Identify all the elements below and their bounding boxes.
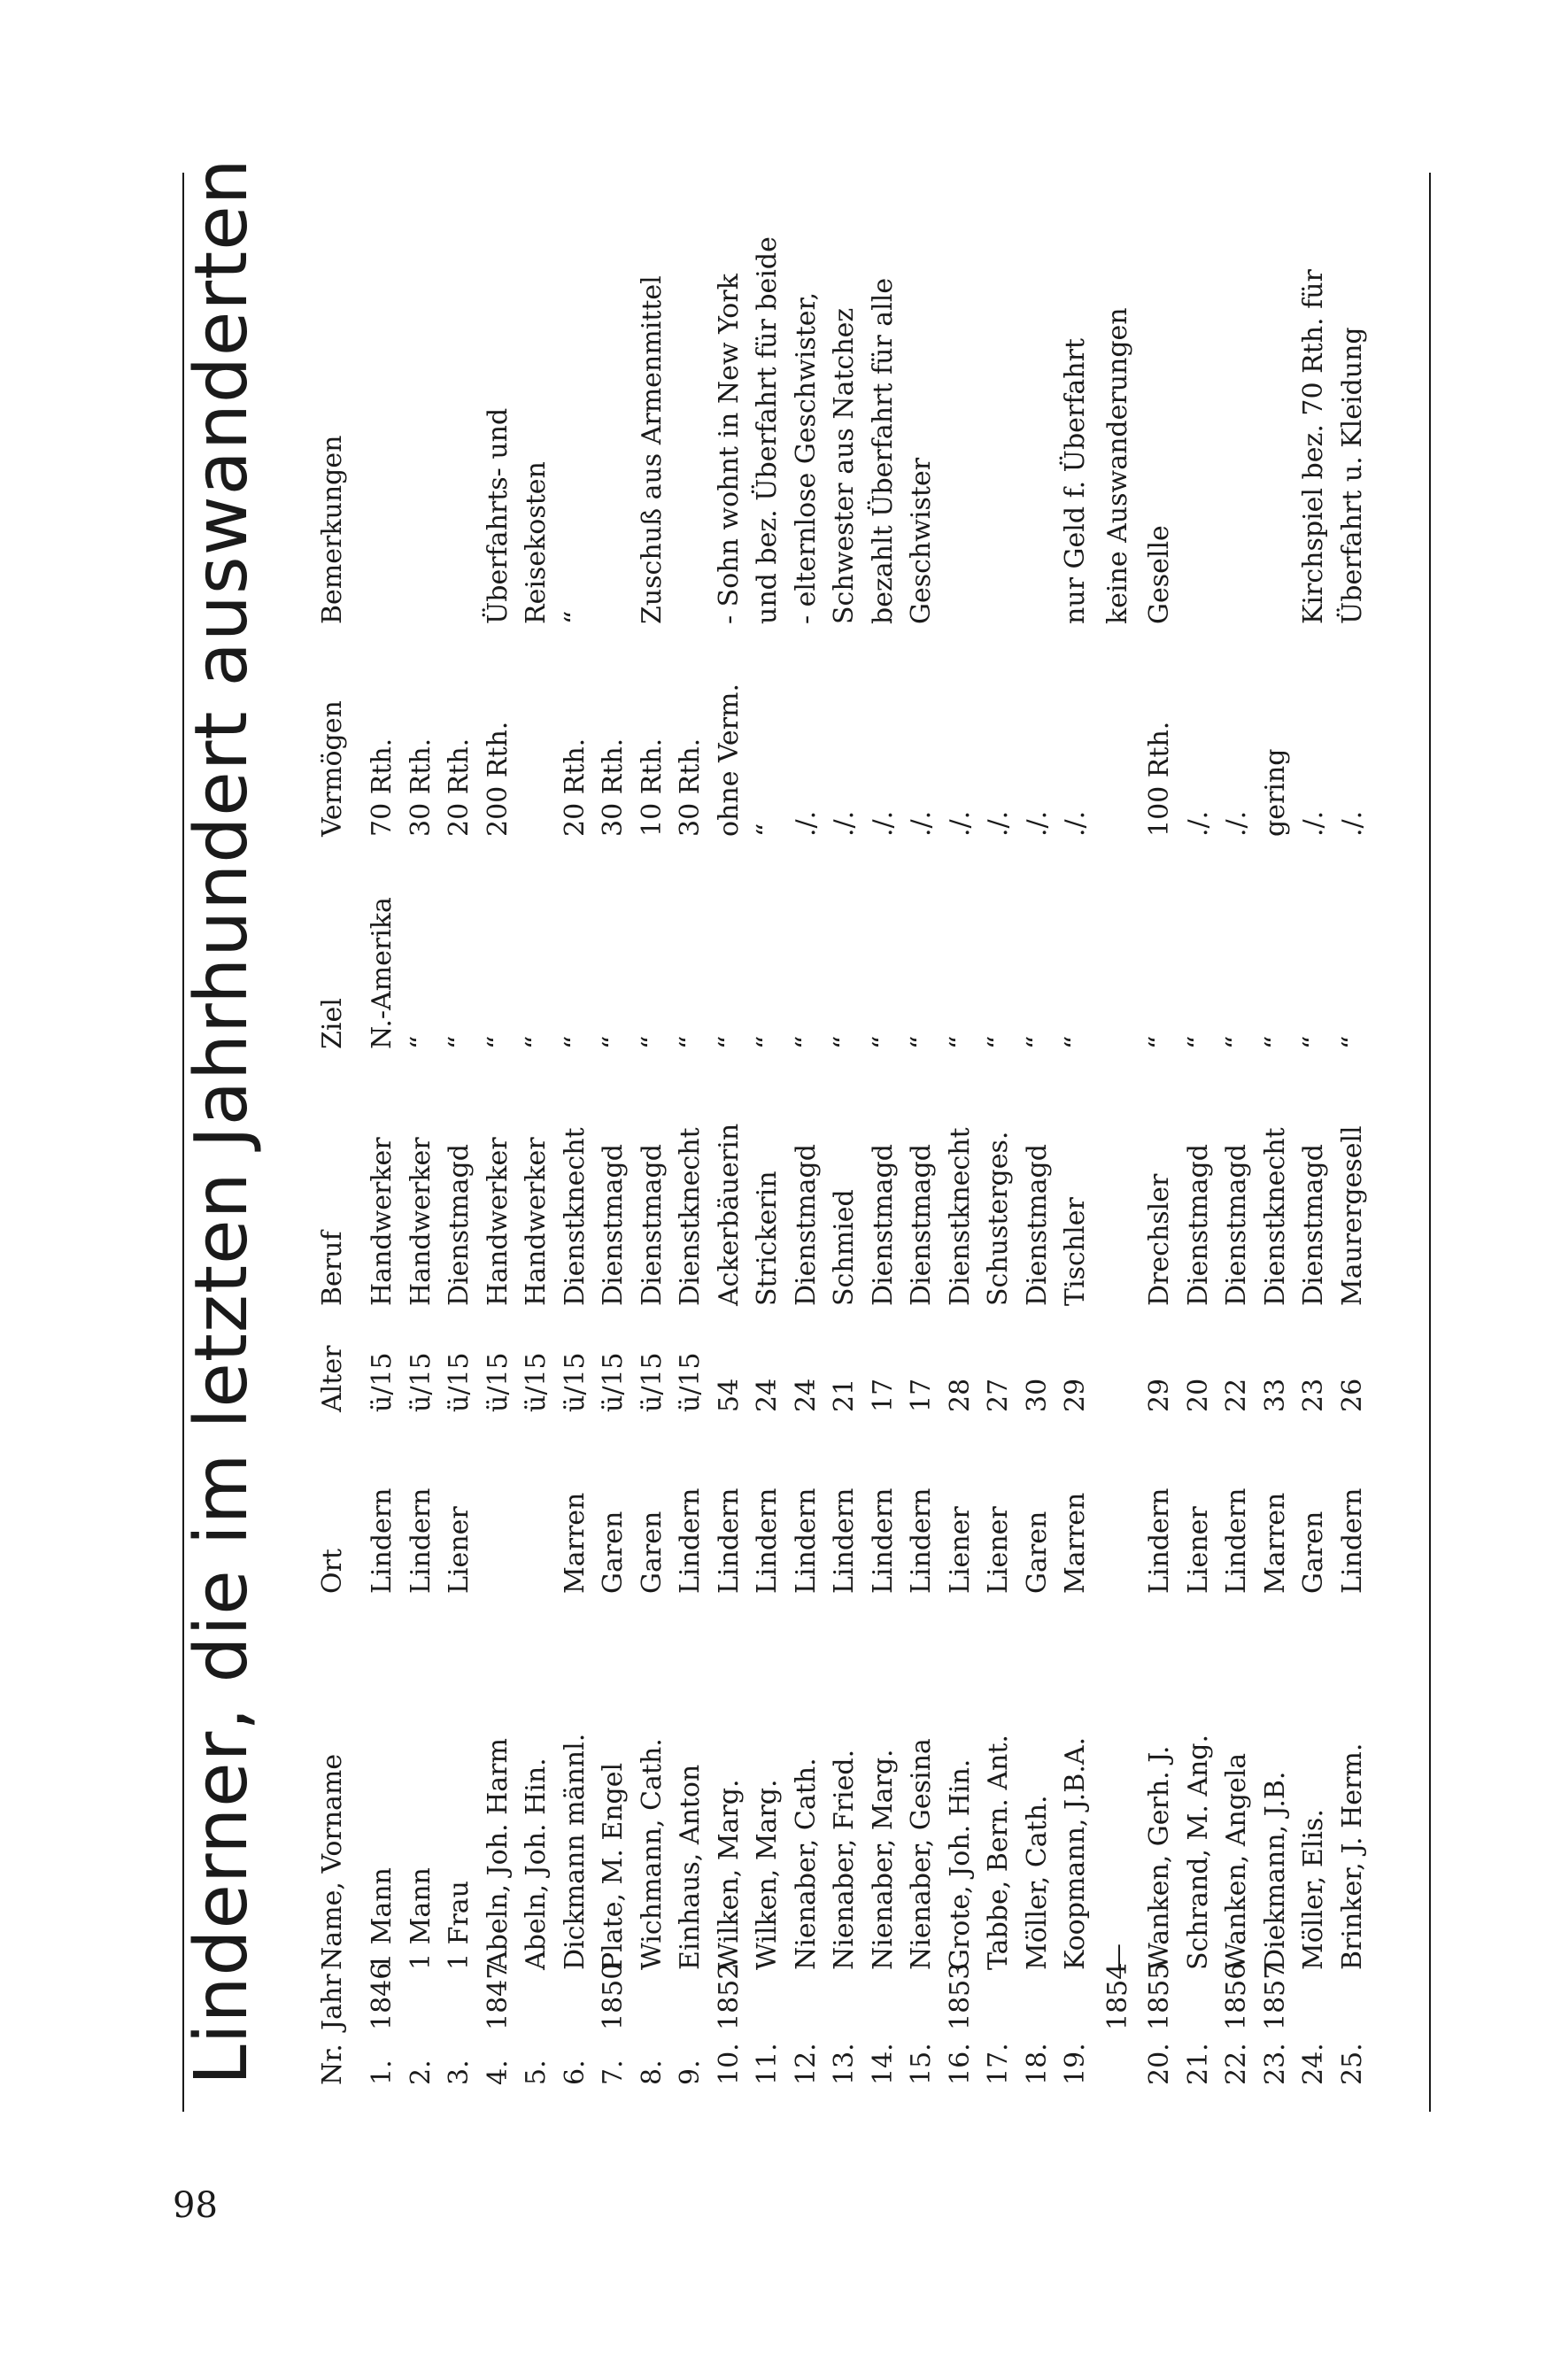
cell-name: Wanken, Angela — [1221, 1752, 1252, 1970]
cell-vermoegen: ./. — [867, 810, 899, 837]
cell-name: Abeln, Joh. Harm — [482, 1738, 514, 1970]
cell-beruf: Dienstknecht — [1259, 1127, 1291, 1306]
cell-vermoegen: ./. — [983, 810, 1014, 837]
cell-alter: 27 — [983, 1378, 1014, 1412]
table-row — [1099, 199, 1138, 2085]
cell-beruf: Dienstmagd — [867, 1144, 899, 1306]
cell-beruf: Dienstknecht — [675, 1127, 706, 1306]
cell-ziel: “ — [405, 1035, 437, 1049]
cell-ort: Liener — [944, 1506, 976, 1594]
cell-ort: Lindern — [675, 1488, 706, 1594]
cell-ort: Lindern — [1336, 1488, 1368, 1594]
cell-nr: 16. — [944, 2043, 976, 2085]
cell-alter: 20 — [1182, 1378, 1214, 1412]
table-row — [1179, 199, 1218, 2085]
cell-ziel: “ — [1144, 1035, 1175, 1049]
cell-name: 1 Mann — [367, 1867, 398, 1970]
cell-ziel: “ — [752, 1035, 783, 1049]
cell-nr: 25. — [1336, 2043, 1368, 2085]
table-row — [748, 199, 787, 2085]
cell-ziel: “ — [444, 1035, 475, 1049]
cell-ort: Lindern — [713, 1488, 745, 1594]
table-row — [864, 199, 903, 2085]
rotated-content — [180, 158, 1429, 2112]
cell-alter: 54 — [713, 1378, 745, 1412]
table-row — [402, 199, 441, 2085]
table-row — [671, 199, 710, 2085]
cell-alter: 24 — [752, 1378, 783, 1412]
cell-ort: Marren — [1259, 1492, 1291, 1594]
cell-bemerkungen: Reisekosten — [521, 461, 552, 624]
table-row — [517, 199, 556, 2085]
cell-beruf: Tischler — [1060, 1197, 1091, 1306]
cell-bemerkungen: Kirchspiel bez. 70 Rth. für — [1298, 269, 1329, 624]
cell-jahr: 1847 — [482, 1962, 514, 2030]
header-ort: Ort — [317, 1549, 348, 1594]
cell-nr: 21. — [1182, 2043, 1214, 2085]
cell-alter: ü/15 — [559, 1352, 591, 1412]
cell-nr: 17. — [983, 2043, 1014, 2085]
cell-ziel: “ — [867, 1035, 899, 1049]
cell-vermoegen: 30 Rth. — [405, 738, 437, 837]
cell-vermoegen: ./. — [1298, 810, 1329, 837]
cell-name: Brinker, J. Herm. — [1336, 1742, 1368, 1970]
cell-beruf: Handwerker — [521, 1137, 552, 1306]
cell-jahr: 1856 — [1221, 1962, 1252, 2030]
cell-alter: 17 — [906, 1378, 937, 1412]
table-row — [1018, 199, 1057, 2085]
emigrants-table — [315, 199, 1371, 2085]
table-row — [633, 199, 672, 2085]
cell-alter: 30 — [1021, 1378, 1053, 1412]
cell-alter: 33 — [1259, 1378, 1291, 1412]
cell-alter: ü/15 — [405, 1352, 437, 1412]
cell-beruf: Dienstmagd — [1298, 1144, 1329, 1306]
cell-nr: 13. — [829, 2043, 860, 2085]
table-row — [941, 199, 980, 2085]
cell-nr: 9. — [675, 2059, 706, 2085]
cell-ziel: “ — [944, 1035, 976, 1049]
table-row — [825, 199, 864, 2085]
cell-name: Nienaber, Cath. — [790, 1758, 822, 1970]
cell-ort: Lindern — [867, 1488, 899, 1594]
cell-alter: 29 — [1060, 1378, 1091, 1412]
cell-ziel: “ — [790, 1035, 822, 1049]
cell-name: Plate, M. Engel — [598, 1762, 629, 1970]
cell-alter: 29 — [1144, 1378, 1175, 1412]
cell-nr: 11. — [752, 2043, 783, 2085]
cell-ort: Lindern — [405, 1488, 437, 1594]
cell-beruf: Drechsler — [1144, 1173, 1175, 1306]
header-name: Name, Vorname — [317, 1753, 348, 1970]
cell-name: Wanken, Gerh. J. — [1144, 1745, 1175, 1970]
header-alter: Alter — [317, 1345, 348, 1412]
cell-ort: Marren — [559, 1492, 591, 1594]
cell-jahr: 1853 — [944, 1962, 976, 2030]
cell-ort: Lindern — [367, 1488, 398, 1594]
page-number: 98 — [173, 2185, 218, 2226]
cell-vermoegen: 70 Rth. — [367, 738, 398, 837]
cell-bemerkungen: - Sohn wohnt in New York — [713, 274, 745, 624]
cell-jahr: 1850 — [598, 1962, 629, 2030]
cell-jahr: 1846 — [367, 1962, 398, 2030]
cell-ziel: “ — [559, 1035, 591, 1049]
cell-vermoegen: ./. — [790, 810, 822, 837]
cell-name: Möller, Elis. — [1298, 1809, 1329, 1970]
cell-jahr: 1857 — [1259, 1962, 1291, 2030]
cell-name: Tabbe, Bern. Ant. — [983, 1735, 1014, 1970]
table-row — [1294, 199, 1333, 2085]
cell-bemerkungen: Überfahrts- und — [482, 407, 514, 624]
cell-beruf: Dienstknecht — [944, 1127, 976, 1306]
header-vermoegen: Vermögen — [317, 700, 348, 837]
cell-name: Abeln, Joh. Hin. — [521, 1758, 552, 1970]
cell-alter: ü/15 — [598, 1352, 629, 1412]
cell-alter: ü/15 — [482, 1352, 514, 1412]
cell-name: Schrand, M. Ang. — [1182, 1734, 1214, 1970]
cell-ziel: “ — [482, 1035, 514, 1049]
cell-ort: Lindern — [752, 1488, 783, 1594]
cell-ort: Lindern — [906, 1488, 937, 1594]
cell-name: 1 Frau — [444, 1881, 475, 1970]
cell-nr: 20. — [1144, 2043, 1175, 2085]
cell-nr: 6. — [559, 2059, 591, 2085]
cell-ziel: “ — [521, 1035, 552, 1049]
cell-alter: ü/15 — [444, 1352, 475, 1412]
cell-nr: 24. — [1298, 2043, 1329, 2085]
cell-alter: 22 — [1221, 1378, 1252, 1412]
cell-ziel: “ — [598, 1035, 629, 1049]
table-row — [1140, 199, 1179, 2085]
cell-nr: 12. — [790, 2043, 822, 2085]
cell-bemerkungen: und bez. Überfahrt für beide — [752, 236, 783, 624]
cell-ziel: “ — [1182, 1035, 1214, 1049]
cell-name: Koopmann, J.B.A. — [1060, 1737, 1091, 1970]
cell-nr: 19. — [1060, 2043, 1091, 2085]
cell-ziel: “ — [636, 1035, 668, 1049]
cell-nr: 5. — [521, 2059, 552, 2085]
table-header-row — [315, 199, 363, 2085]
cell-ziel: “ — [983, 1035, 1014, 1049]
cell-vermoegen: ./. — [1221, 810, 1252, 837]
cell-ziel: “ — [829, 1035, 860, 1049]
table-row — [710, 199, 749, 2085]
table-row — [1056, 199, 1095, 2085]
header-nr: Nr. — [317, 2044, 348, 2085]
cell-nr: 18. — [1021, 2043, 1053, 2085]
cell-beruf: Schusterges. — [983, 1131, 1014, 1306]
cell-jahr: 1854 — [1101, 1962, 1133, 2030]
cell-beruf: Dienstmagd — [1021, 1144, 1053, 1306]
header-ziel: Ziel — [317, 998, 348, 1049]
cell-beruf: Dienstknecht — [559, 1127, 591, 1306]
cell-ziel: “ — [1259, 1035, 1291, 1049]
cell-vermoegen: ./. — [1060, 810, 1091, 837]
cell-ort: Liener — [983, 1506, 1014, 1594]
cell-alter: 26 — [1336, 1378, 1368, 1412]
cell-name: Möller, Cath. — [1021, 1795, 1053, 1970]
cell-bemerkungen: Überfahrt u. Kleidung — [1336, 327, 1368, 624]
cell-vermoegen: ./. — [1021, 810, 1053, 837]
cell-beruf: Ackerbäuerin — [713, 1123, 745, 1306]
cell-alter: ü/15 — [367, 1352, 398, 1412]
cell-vermoegen: ohne Verm. — [713, 684, 745, 837]
cell-bemerkungen: - elternlose Geschwister, — [790, 291, 822, 624]
cell-vermoegen: 100 Rth. — [1144, 721, 1175, 837]
cell-vermoegen: ./. — [906, 810, 937, 837]
cell-beruf: Dienstmagd — [444, 1144, 475, 1306]
page-title: Linderner, die im letzten Jahrhundert auswanderten — [180, 158, 264, 2085]
table-row — [594, 199, 633, 2085]
cell-beruf: Handwerker — [367, 1137, 398, 1306]
cell-alter: ü/15 — [521, 1352, 552, 1412]
cell-name: — — [1101, 1943, 1133, 1970]
table-row — [363, 199, 402, 2085]
cell-beruf: Dienstmagd — [906, 1144, 937, 1306]
cell-vermoegen: 20 Rth. — [559, 738, 591, 837]
cell-beruf: Dienstmagd — [1182, 1144, 1214, 1306]
table-row — [440, 199, 479, 2085]
cell-beruf: Strickerin — [752, 1171, 783, 1306]
table-row — [979, 199, 1018, 2085]
cell-vermoegen: 10 Rth. — [636, 738, 668, 837]
cell-nr: 23. — [1259, 2043, 1291, 2085]
cell-name: 1 Mann — [405, 1867, 437, 1970]
cell-ort: Garen — [598, 1511, 629, 1594]
cell-name: Nienaber, Gesina — [906, 1738, 937, 1970]
cell-nr: 15. — [906, 2043, 937, 2085]
cell-name: Wilken, Marg. — [713, 1779, 745, 1970]
cell-nr: 1. — [367, 2059, 398, 2085]
cell-vermoegen: ./. — [1182, 810, 1214, 837]
cell-beruf: Dienstmagd — [636, 1144, 668, 1306]
cell-nr: 4. — [482, 2059, 514, 2085]
cell-ziel: “ — [906, 1035, 937, 1049]
cell-beruf: Dienstmagd — [790, 1144, 822, 1306]
table-row — [1333, 199, 1372, 2085]
cell-vermoegen: “ — [752, 823, 783, 837]
cell-ziel: “ — [1298, 1035, 1329, 1049]
cell-beruf: Dienstmagd — [598, 1144, 629, 1306]
cell-bemerkungen: nur Geld f. Überfahrt — [1060, 338, 1091, 624]
cell-vermoegen: 20 Rth. — [444, 738, 475, 837]
header-beruf: Beruf — [317, 1231, 348, 1306]
table-row — [479, 199, 518, 2085]
header-jahr: Jahr — [317, 1974, 348, 2030]
cell-vermoegen: ./. — [1336, 810, 1368, 837]
cell-vermoegen: ./. — [944, 810, 976, 837]
cell-ort: Lindern — [790, 1488, 822, 1594]
cell-nr: 14. — [867, 2043, 899, 2085]
cell-beruf: Maurergesell — [1336, 1125, 1368, 1306]
cell-bemerkungen: “ — [559, 610, 591, 624]
cell-bemerkungen: Schwester aus Natchez — [829, 307, 860, 624]
cell-beruf: Dienstmagd — [1221, 1144, 1252, 1306]
cell-bemerkungen: keine Auswanderungen — [1101, 307, 1133, 624]
cell-vermoegen: 200 Rth. — [482, 721, 514, 837]
cell-ort: Garen — [1298, 1511, 1329, 1594]
cell-bemerkungen: Zuschuß aus Armenmittel — [636, 275, 668, 624]
cell-bemerkungen: Geselle — [1144, 525, 1175, 624]
table-row — [1256, 199, 1295, 2085]
cell-alter: 28 — [944, 1378, 976, 1412]
cell-nr: 7. — [598, 2059, 629, 2085]
cell-alter: 17 — [867, 1378, 899, 1412]
cell-name: Nienaber, Fried. — [829, 1749, 860, 1970]
cell-ort: Garen — [636, 1511, 668, 1594]
header-bemerkungen: Bemerkungen — [317, 435, 348, 624]
cell-nr: 8. — [636, 2059, 668, 2085]
cell-ziel: “ — [675, 1035, 706, 1049]
cell-ort: Lindern — [1221, 1488, 1252, 1594]
cell-beruf: Handwerker — [405, 1137, 437, 1306]
top-rule — [1429, 173, 1431, 2112]
cell-nr: 2. — [405, 2059, 437, 2085]
cell-ort: Liener — [444, 1506, 475, 1594]
cell-name: Wichmann, Cath. — [636, 1738, 668, 1970]
cell-ort: Lindern — [1144, 1488, 1175, 1594]
cell-ziel: “ — [713, 1035, 745, 1049]
cell-vermoegen: gering — [1259, 748, 1291, 837]
cell-ziel: “ — [1021, 1035, 1053, 1049]
cell-alter: 23 — [1298, 1378, 1329, 1412]
cell-name: Grote, Joh. Hin. — [944, 1758, 976, 1970]
cell-ort: Lindern — [829, 1488, 860, 1594]
table-body — [363, 199, 1371, 2085]
cell-name: Diekmann, J.B. — [1259, 1771, 1291, 1970]
cell-name: Nienaber, Marg. — [867, 1749, 899, 1970]
cell-vermoegen: 30 Rth. — [598, 738, 629, 837]
cell-alter: ü/15 — [675, 1352, 706, 1412]
table-row — [1217, 199, 1256, 2085]
cell-beruf: Schmied — [829, 1189, 860, 1306]
cell-ort: Garen — [1021, 1511, 1053, 1594]
cell-name: Einhaus, Anton — [675, 1764, 706, 1970]
cell-ziel: “ — [1221, 1035, 1252, 1049]
cell-alter: 24 — [790, 1378, 822, 1412]
cell-ziel: N.-Amerika — [367, 897, 398, 1049]
cell-jahr: 1855 — [1144, 1962, 1175, 2030]
cell-bemerkungen: bezahlt Überfahrt für alle — [867, 277, 899, 624]
cell-ort: Marren — [1060, 1492, 1091, 1594]
cell-ort: Liener — [1182, 1506, 1214, 1594]
cell-alter: 21 — [829, 1378, 860, 1412]
table-row — [556, 199, 595, 2085]
cell-beruf: Handwerker — [482, 1137, 514, 1306]
cell-nr: 3. — [444, 2059, 475, 2085]
cell-bemerkungen: Geschwister — [906, 457, 937, 624]
cell-jahr: 1852 — [713, 1962, 745, 2030]
cell-name: Wilken, Marg. — [752, 1779, 783, 1970]
table-row — [902, 199, 941, 2085]
cell-alter: ü/15 — [636, 1352, 668, 1412]
cell-nr: 10. — [713, 2043, 745, 2085]
cell-ziel: “ — [1060, 1035, 1091, 1049]
cell-ziel: “ — [1336, 1035, 1368, 1049]
cell-nr: 22. — [1221, 2043, 1252, 2085]
cell-vermoegen: ./. — [829, 810, 860, 837]
cell-vermoegen: 30 Rth. — [675, 738, 706, 837]
table-row — [787, 199, 826, 2085]
cell-name: Dickmann männl. — [559, 1733, 591, 1970]
